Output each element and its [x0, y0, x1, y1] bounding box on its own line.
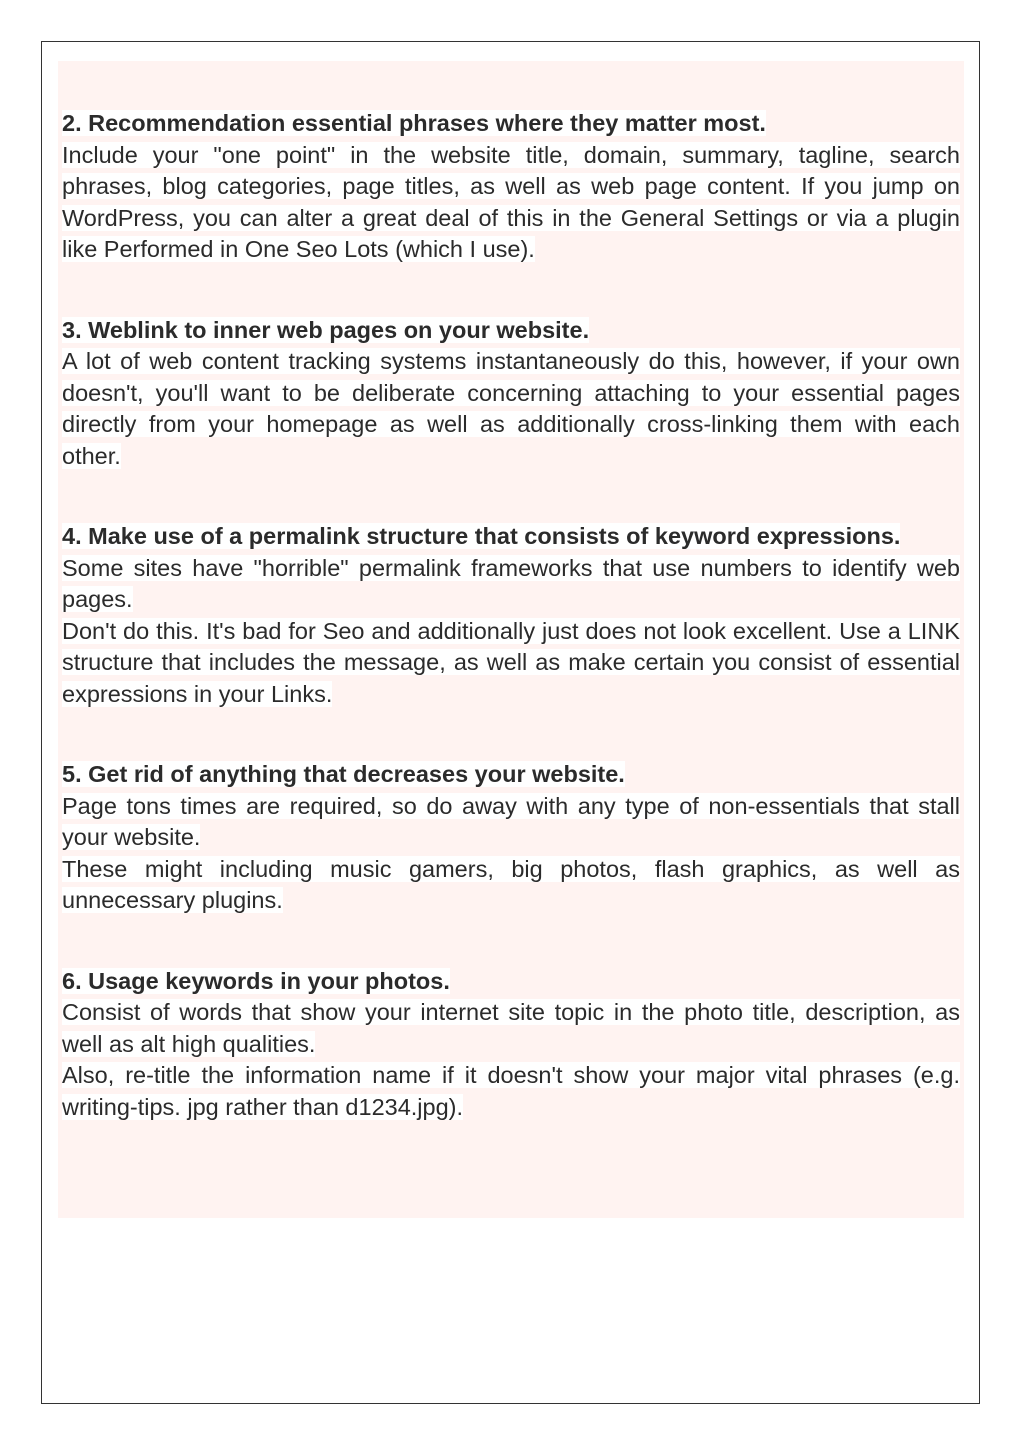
- section-heading-text: 3. Weblink to inner web pages on your website.: [62, 316, 590, 343]
- section-heading: [62, 966, 960, 998]
- section-paragraph: [62, 553, 960, 616]
- section-heading-text: 4. Make use of a permalink structure that consists of keyword expressions.: [62, 523, 901, 549]
- paragraph-text: A lot of web content tracking systems instantaneously do this, however, if your own doesn't, you'll want to be deliberate concerning attaching to your essential pages directly from your homepage as well as additionally cross-linking them with each other.: [62, 348, 960, 469]
- section-paragraph: [62, 854, 960, 917]
- section-3: [62, 315, 960, 473]
- section-paragraph: [62, 791, 960, 854]
- section-heading: [62, 759, 960, 791]
- section-paragraph: [62, 616, 960, 711]
- section-paragraph: [62, 346, 960, 472]
- section-5: [62, 759, 960, 917]
- section-paragraph: [62, 140, 960, 266]
- paragraph-text: Consist of words that show your internet site topic in the photo title, description, as well as alt high qualities.: [62, 999, 960, 1057]
- section-heading: [62, 108, 960, 140]
- section-heading: [62, 521, 960, 553]
- section-heading-text: 5. Get rid of anything that decreases your website.: [62, 761, 625, 787]
- document-body: [58, 61, 964, 1218]
- paragraph-text: Don't do this. It's bad for Seo and additionally just does not look excellent. Use a LINK structure that includes the message, as well as make certain you consist of essential expressions in your Links.: [62, 617, 960, 707]
- section-2: [62, 108, 960, 266]
- paragraph-text: Page tons times are required, so do away with any type of non-essentials that stall your website.: [62, 792, 960, 850]
- section-heading: [62, 315, 960, 347]
- paragraph-text: Include your "one point" in the website title, domain, summary, tagline, search phrases, blog categories, page titles, as well as web page content. If you jump on WordPress, you can alter a great deal of this in the General Settings or via a plugin like Performed in One Seo Lots (which I use).: [62, 141, 960, 262]
- paragraph-text: Some sites have "horrible" permalink frameworks that use numbers to identify web pages.: [62, 554, 960, 612]
- section-paragraph: [62, 1060, 960, 1123]
- section-6: [62, 966, 960, 1124]
- section-paragraph: [62, 997, 960, 1060]
- section-heading-text: 2. Recommendation essential phrases where they matter most.: [62, 110, 766, 136]
- section-4: [62, 521, 960, 710]
- paragraph-text: Also, re-title the information name if it doesn't show your major vital phrases (e.g. writing-tips. jpg rather than d1234.jpg).: [62, 1062, 960, 1120]
- paragraph-text: These might including music gamers, big photos, flash graphics, as well as unnecessary plugins.: [62, 855, 960, 913]
- section-heading-text: 6. Usage keywords in your photos.: [62, 967, 450, 994]
